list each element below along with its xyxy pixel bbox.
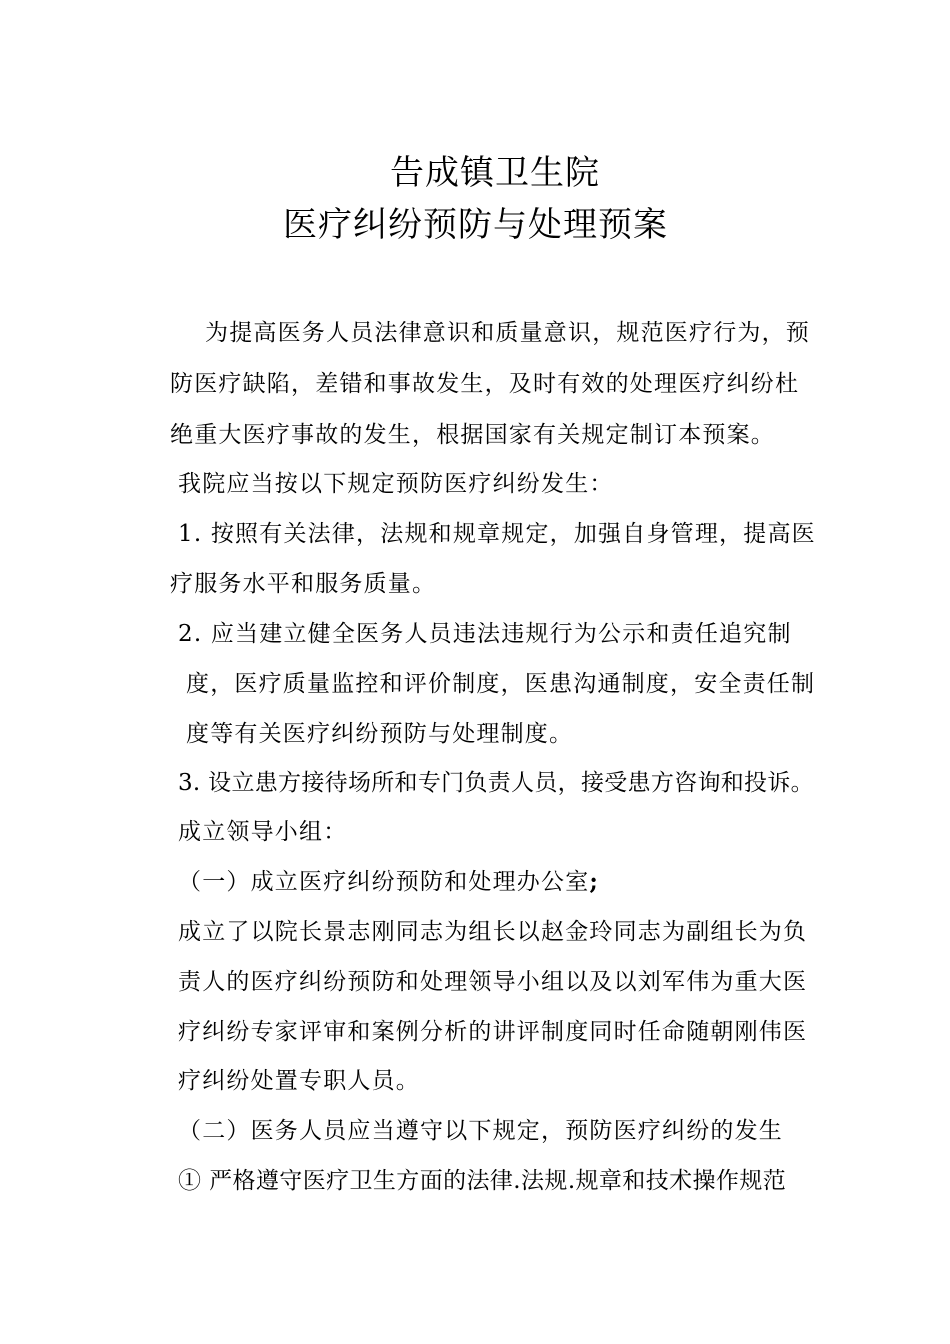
section-1-heading — [178, 867, 599, 897]
intro-line-3: 绝重大医疗事故的发生，根据国家有关规定制订本预案。 — [170, 422, 775, 448]
section-2-item-1: ① 严格遵守医疗卫生方面的法律.法规.规章和技术操作规范 — [178, 1168, 787, 1194]
section-1-heading-end: ; — [589, 868, 600, 895]
rule-2-line-1: 2. 应当建立健全医务人员违法违规行为公示和责任追究制 — [178, 621, 792, 647]
section-1-body-line-2: 责人的医疗纠纷预防和处理领导小组以及以刘军伟为重大医 — [178, 969, 808, 995]
document-subtitle: 医疗纠纷预防与处理预案 — [283, 205, 668, 245]
rule-1-line-1: 1. 按照有关法律，法规和规章规定，加强自身管理，提高医 — [178, 521, 816, 547]
rule-1-line-2: 疗服务水平和服务质量。 — [170, 571, 437, 597]
rules-heading: 我院应当按以下规定预防医疗纠纷发生： — [178, 471, 614, 497]
section-2-heading: （二）医务人员应当遵守以下规定，预防医疗纠纷的发生 — [178, 1118, 783, 1144]
section-1-body-line-1: 成立了以院长景志刚同志为组长以赵金玲同志为副组长为负 — [178, 919, 808, 945]
rule-3: 3. 设立患方接待场所和专门负责人员，接受患方咨询和投诉。 — [178, 770, 814, 796]
section-1-body-line-4: 疗纠纷处置专职人员。 — [178, 1068, 420, 1094]
section-1-body-line-3: 疗纠纷专家评审和案例分析的讲评制度同时任命随朝刚伟医 — [178, 1019, 808, 1045]
intro-line-2: 防医疗缺陷，差错和事故发生，及时有效的处理医疗纠纷杜 — [170, 371, 800, 397]
intro-line-1: 为提高医务人员法律意识和质量意识，规范医疗行为，预 — [205, 320, 810, 346]
section-1-heading-text: （一）成立医疗纠纷预防和处理办公室 — [178, 869, 590, 895]
rule-2-line-3: 度等有关医疗纠纷预防与处理制度。 — [186, 721, 574, 747]
rule-2-line-2: 度，医疗质量监控和评价制度，医患沟通制度，安全责任制 — [186, 671, 816, 697]
document-title: 告成镇卫生院 — [390, 153, 600, 193]
group-heading: 成立领导小组： — [178, 819, 348, 845]
